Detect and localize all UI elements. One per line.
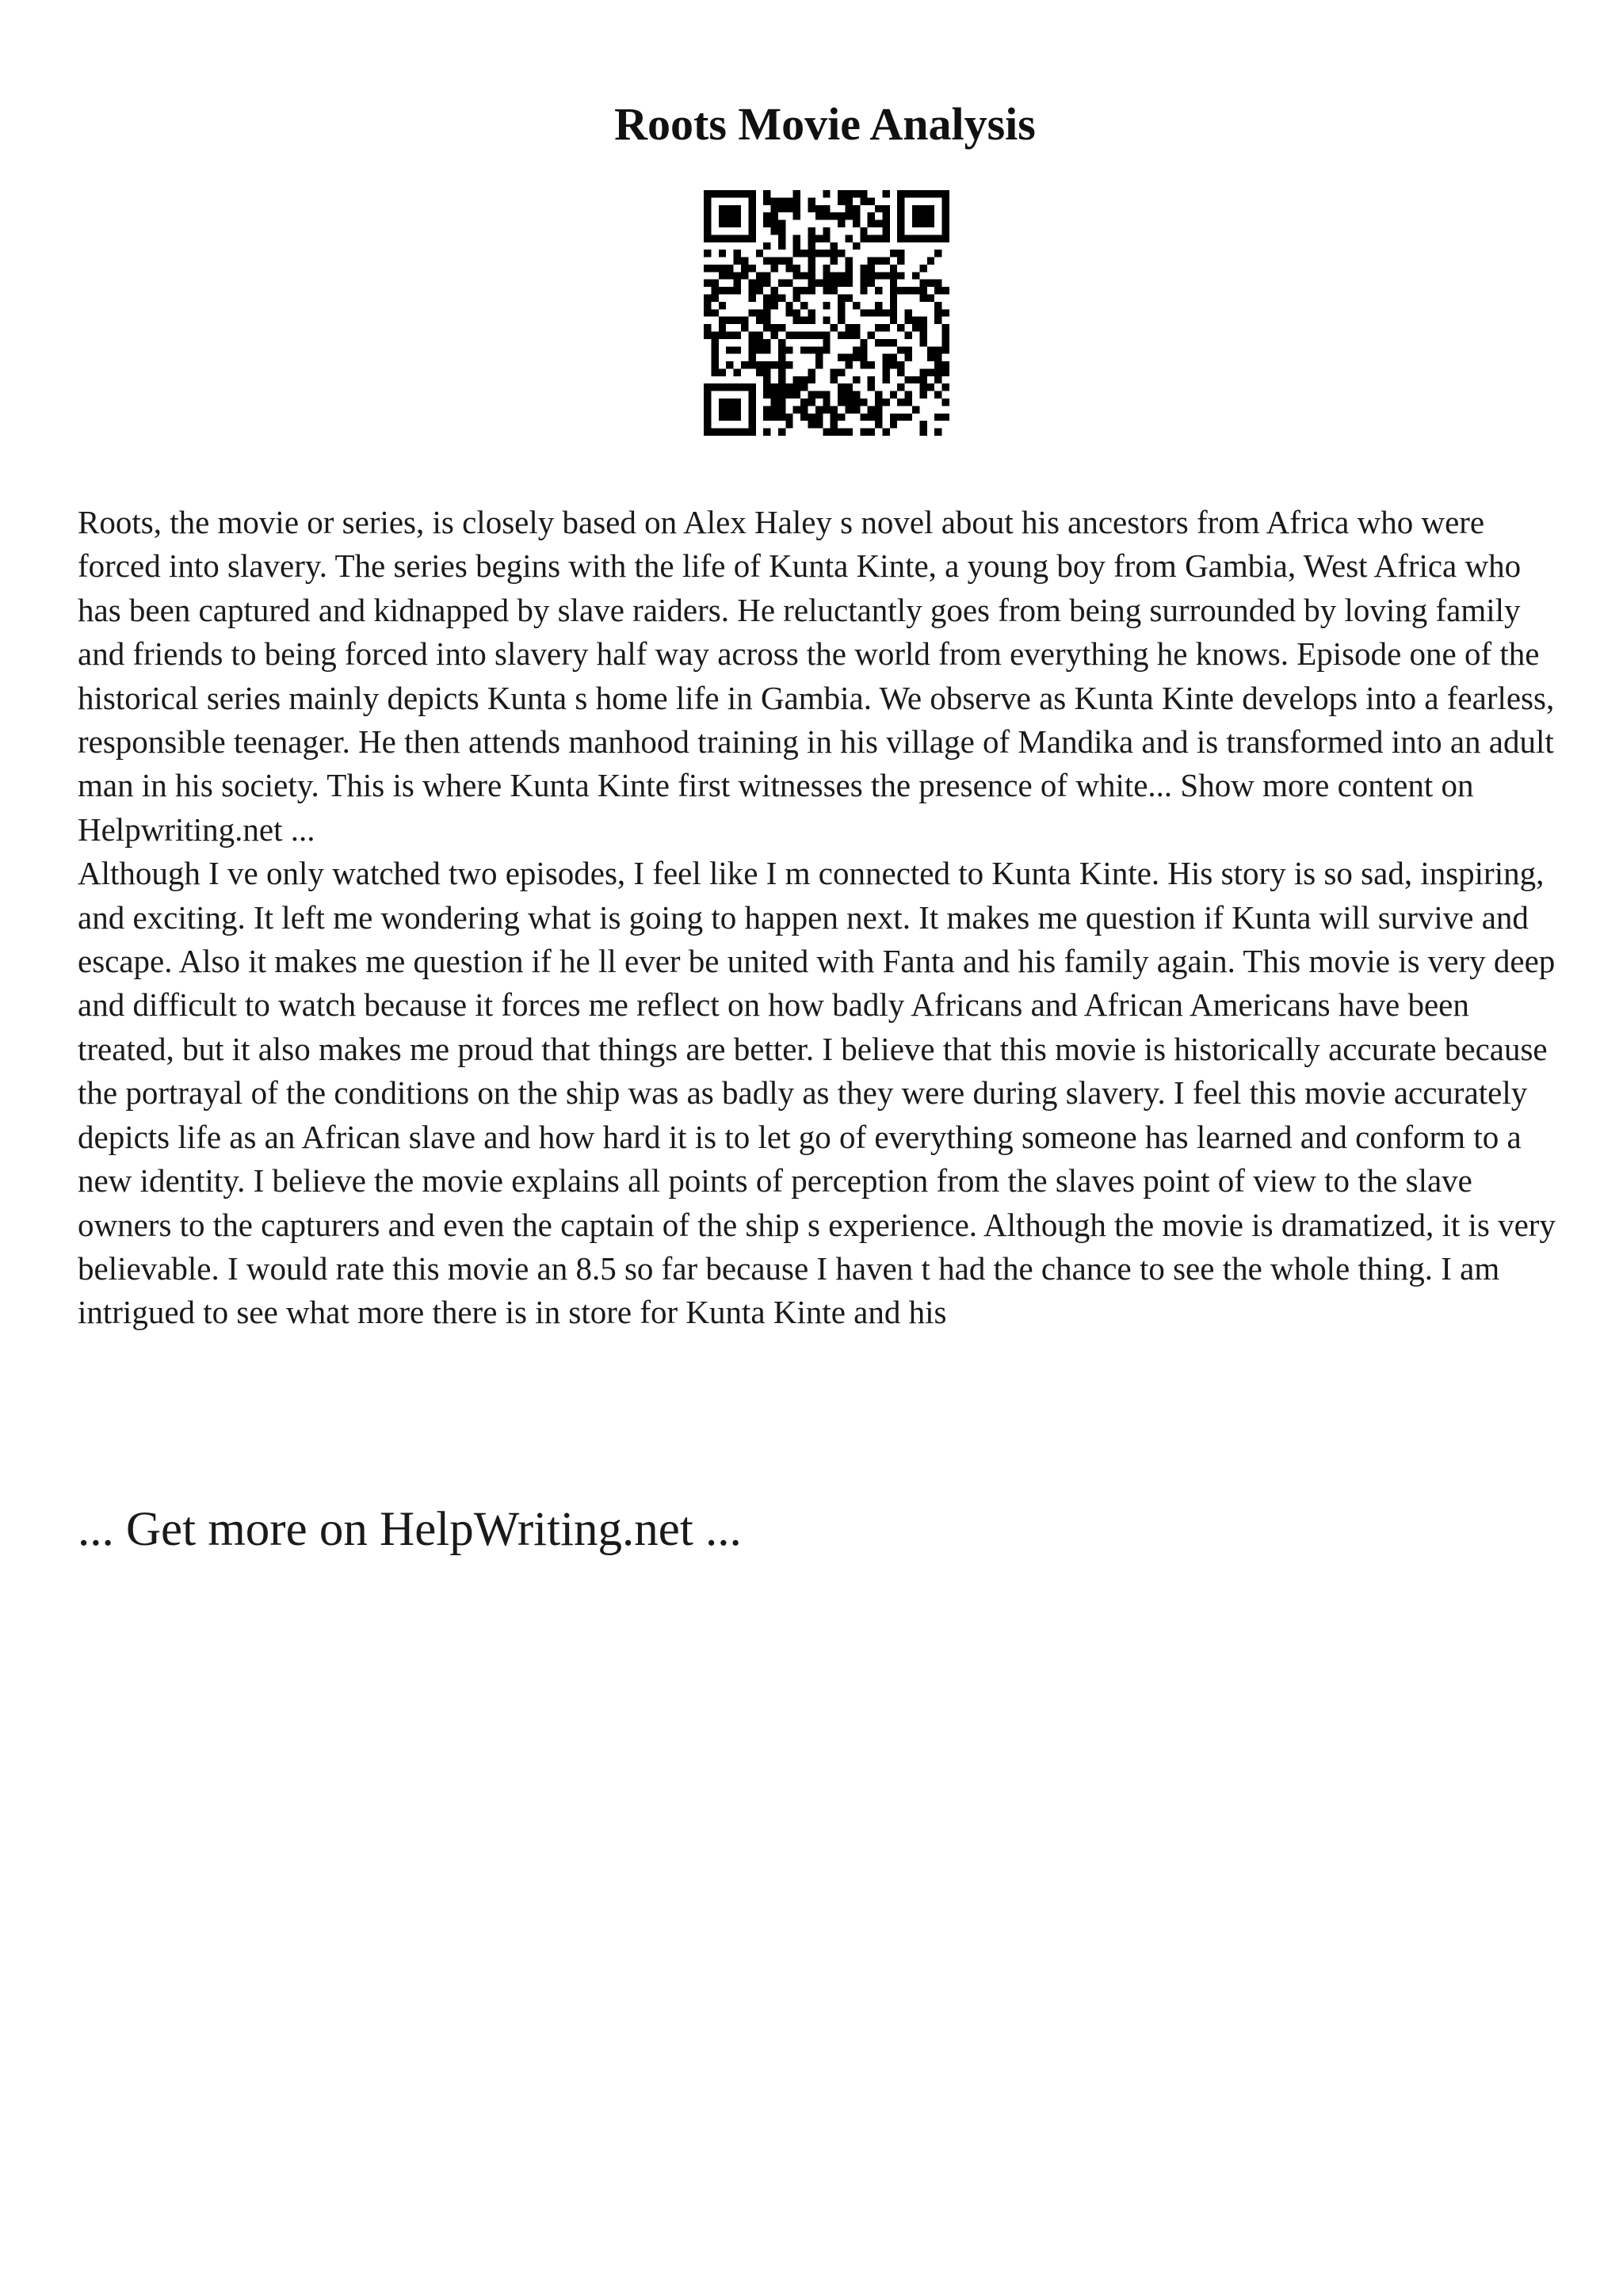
qr-code-icon[interactable] <box>704 190 949 436</box>
article-body <box>78 501 1556 1335</box>
qr-code-graphic <box>704 190 949 436</box>
paragraph-1: Roots, the movie or series, is closely based on Alex Haley s novel about his ancestors from Africa who were forced into slavery. The series begins with the life of Kunta Kinte, a young boy from Gambia, West Africa who has been captured and kidnapped by slave raiders. He reluctantly goes from being surrounded by loving family and friends to being forced into slavery half way across the world from everything he knows. Episode one of the historical series mainly depicts Kunta s home life in Gambia. We observe as Kunta Kinte develops into a fearless, responsible teenager. He then attends manhood training in his village of Mandika and is transformed into an adult man in his society. This is where Kunta Kinte first witnesses the presence of white... Show more content on Helpwriting.net ... <box>78 504 1555 848</box>
paragraph-2: Although I ve only watched two episodes, I feel like I m connected to Kunta Kinte. His story is so sad, inspiring, and exciting. It left me wondering what is going to happen next. It makes me question if Kunta will survive and escape. Also it makes me question if he ll ever be united with Fanta and his family again. This movie is very deep and difficult to watch because it forces me reflect on how badly Africans and African Americans have been treated, but it also makes me proud that things are better. I believe that this movie is historically accurate because the portrayal of the conditions on the ship was as badly as they were during slavery. I feel this movie accurately depicts life as an African slave and how hard it is to let go of everything someone has learned and conform to a new identity. I believe the movie explains all points of perception from the slaves point of view to the slave owners to the capturers and even the captain of the ship s experience. Although the movie is dramatized, it is very believable. I would rate this movie an 8.5 so far because I haven t had the chance to see the whole thing. I am intrigued to see what more there is in store for Kunta Kinte and his <box>78 855 1556 1331</box>
page-title: Roots Movie Analysis <box>614 98 1036 150</box>
get-more-link[interactable]: ... Get more on HelpWriting.net ... <box>78 1503 742 1556</box>
